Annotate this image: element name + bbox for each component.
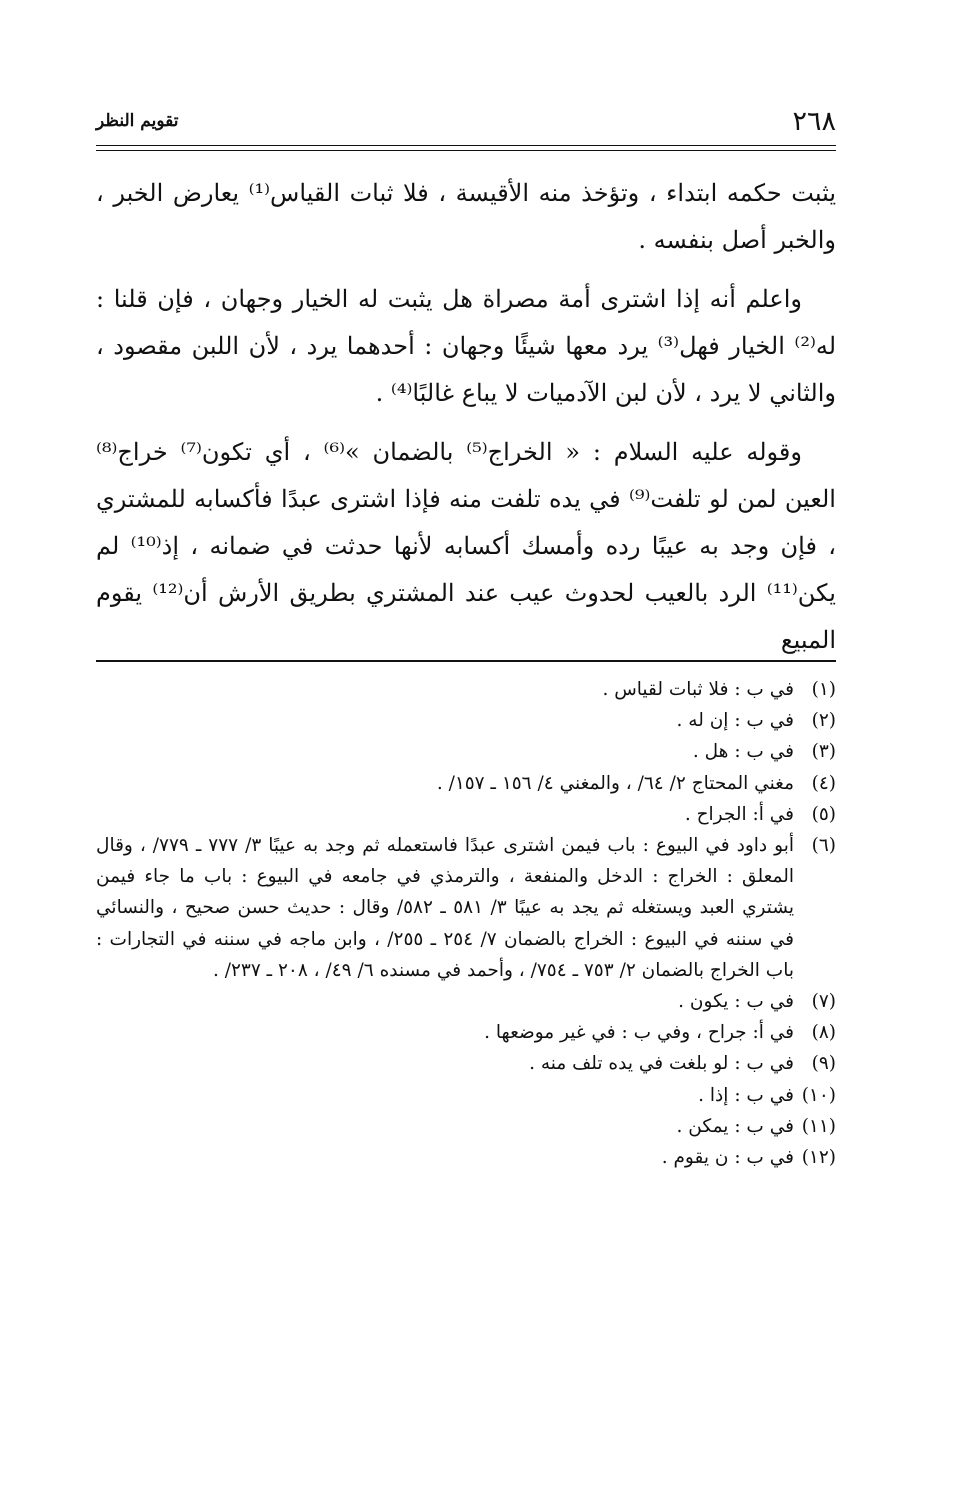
- footnote: [96, 1017, 836, 1048]
- footnote: [96, 1142, 836, 1173]
- paragraph: واعلم أنه إذا اشترى أمة مصراة هل يثبت له الخيار وجهان ، فإن قلنا : له⁽²⁾ الخيار فهل⁽³⁾ يرد معها شيئًا وجهان : أحدهما يرد ، لأن اللبن مقصود ، والثاني لا يرد ، لأن لبن الآدميات لا يباع غالبًا⁽⁴⁾ .: [96, 285, 837, 407]
- paragraph: يثبت حكمه ابتداء ، وتؤخذ منه الأقيسة ، فلا ثبات القياس⁽¹⁾ يعارض الخبر ، والخبر أصل بنفسه .: [96, 179, 836, 254]
- footnote-text: في ب : هل .: [692, 741, 794, 763]
- footnote-number: (٧): [811, 991, 836, 1013]
- footnote-text: في ب : إذا .: [698, 1084, 794, 1106]
- footnote-text: في ب : إن له .: [676, 710, 794, 732]
- footnote: [96, 830, 836, 986]
- footnote-text: في أ: جراح ، وفي ب : في غير موضعها .: [484, 1022, 794, 1044]
- footnote-text: في ب : فلا ثبات لقياس .: [602, 679, 794, 700]
- footnote: [96, 1080, 836, 1111]
- footnote-number: (٤): [811, 772, 836, 794]
- footnote-text: في ب : يمكن .: [676, 1115, 794, 1137]
- main-text: [96, 170, 836, 676]
- footnote: [96, 736, 836, 767]
- footnote-number: (٦): [811, 835, 836, 857]
- paragraph: وقوله عليه السلام : « الخراج⁽⁵⁾ بالضمان »⁽⁶⁾ ، أي تكون⁽⁷⁾ خراج⁽⁸⁾ العين لمن لو تلفت⁽⁹⁾ في يده تلفت منه فإذا اشترى عبدًا فأكسابه للمشتري ، فإن وجد به عيبًا رده وأمسك أكسابه لأنها حدثت في ضمانه ، إذ⁽¹⁰⁾ لم يكن⁽¹¹⁾ الرد بالعيب لحدوث عيب عند المشتري بطريق الأرش أن⁽¹²⁾ يقوم المبيع: [96, 438, 837, 654]
- footnote-text: في أ: الجراح .: [684, 803, 794, 825]
- page-header: [96, 104, 836, 138]
- header-rule-thin: [96, 150, 836, 151]
- footnote: [96, 674, 836, 705]
- footnote-text: أبو داود في البيوع : باب فيمن اشترى عبدًا فاستعمله ثم وجد به عيبًا ٣/ ٧٧٧ ـ ٧٧٩/ ، وقال المعلق : الخراج : الدخل والمنفعة ، والترمذي في جامعه في البيوع : باب ما جاء فيمن يشتري العبد ويستغله ثم يجد به عيبًا ٣/ ٥٨١ ـ ٥٨٢/ وقال : حديث حسن صحيح ، والنسائي في سننه في البيوع : الخراج بالضمان ٧/ ٢٥٤ ـ ٢٥٥/ ، وابن ماجه في سننه في التجارات : باب الخراج بالضمان ٢/ ٧٥٣ ـ ٧٥٤/ ، وأحمد في مسنده ٦/ ٤٩/ ، ٢٠٨ ـ ٢٣٧/ .: [96, 835, 794, 981]
- header-rule: [96, 145, 836, 146]
- footnote-text: في ب : ن يقوم .: [661, 1147, 794, 1169]
- footnote-text: في ب : يكون .: [678, 991, 794, 1013]
- running-title: تقويم النظر: [96, 111, 179, 131]
- footnote-text: في ب : لو بلغت في يده تلف منه .: [529, 1053, 794, 1075]
- footnote-number: (١٢): [801, 1147, 836, 1169]
- footnote-number: (١٠): [801, 1084, 836, 1106]
- footnote-number: (٢): [811, 710, 836, 732]
- footnote-number: (٥): [811, 803, 836, 825]
- footnote: [96, 986, 836, 1017]
- footnote-text: مغني المحتاج ٢/ ٦٤/ ، والمغني ٤/ ١٥٦ ـ ١٥٧/ .: [436, 772, 794, 794]
- footnote: [96, 1111, 836, 1142]
- footnote-number: (١): [811, 679, 836, 700]
- footnote: [96, 768, 836, 799]
- footnotes: [96, 674, 836, 1173]
- footnote: [96, 1048, 836, 1079]
- footnote-number: (٩): [811, 1053, 836, 1075]
- footnote-separator: [96, 660, 836, 662]
- page-number: ٢٦٨: [792, 105, 836, 137]
- footnote: [96, 799, 836, 830]
- footnote-number: (٨): [811, 1022, 836, 1044]
- footnote-number: (١١): [801, 1115, 836, 1137]
- footnote-number: (٣): [811, 741, 836, 763]
- footnote: [96, 705, 836, 736]
